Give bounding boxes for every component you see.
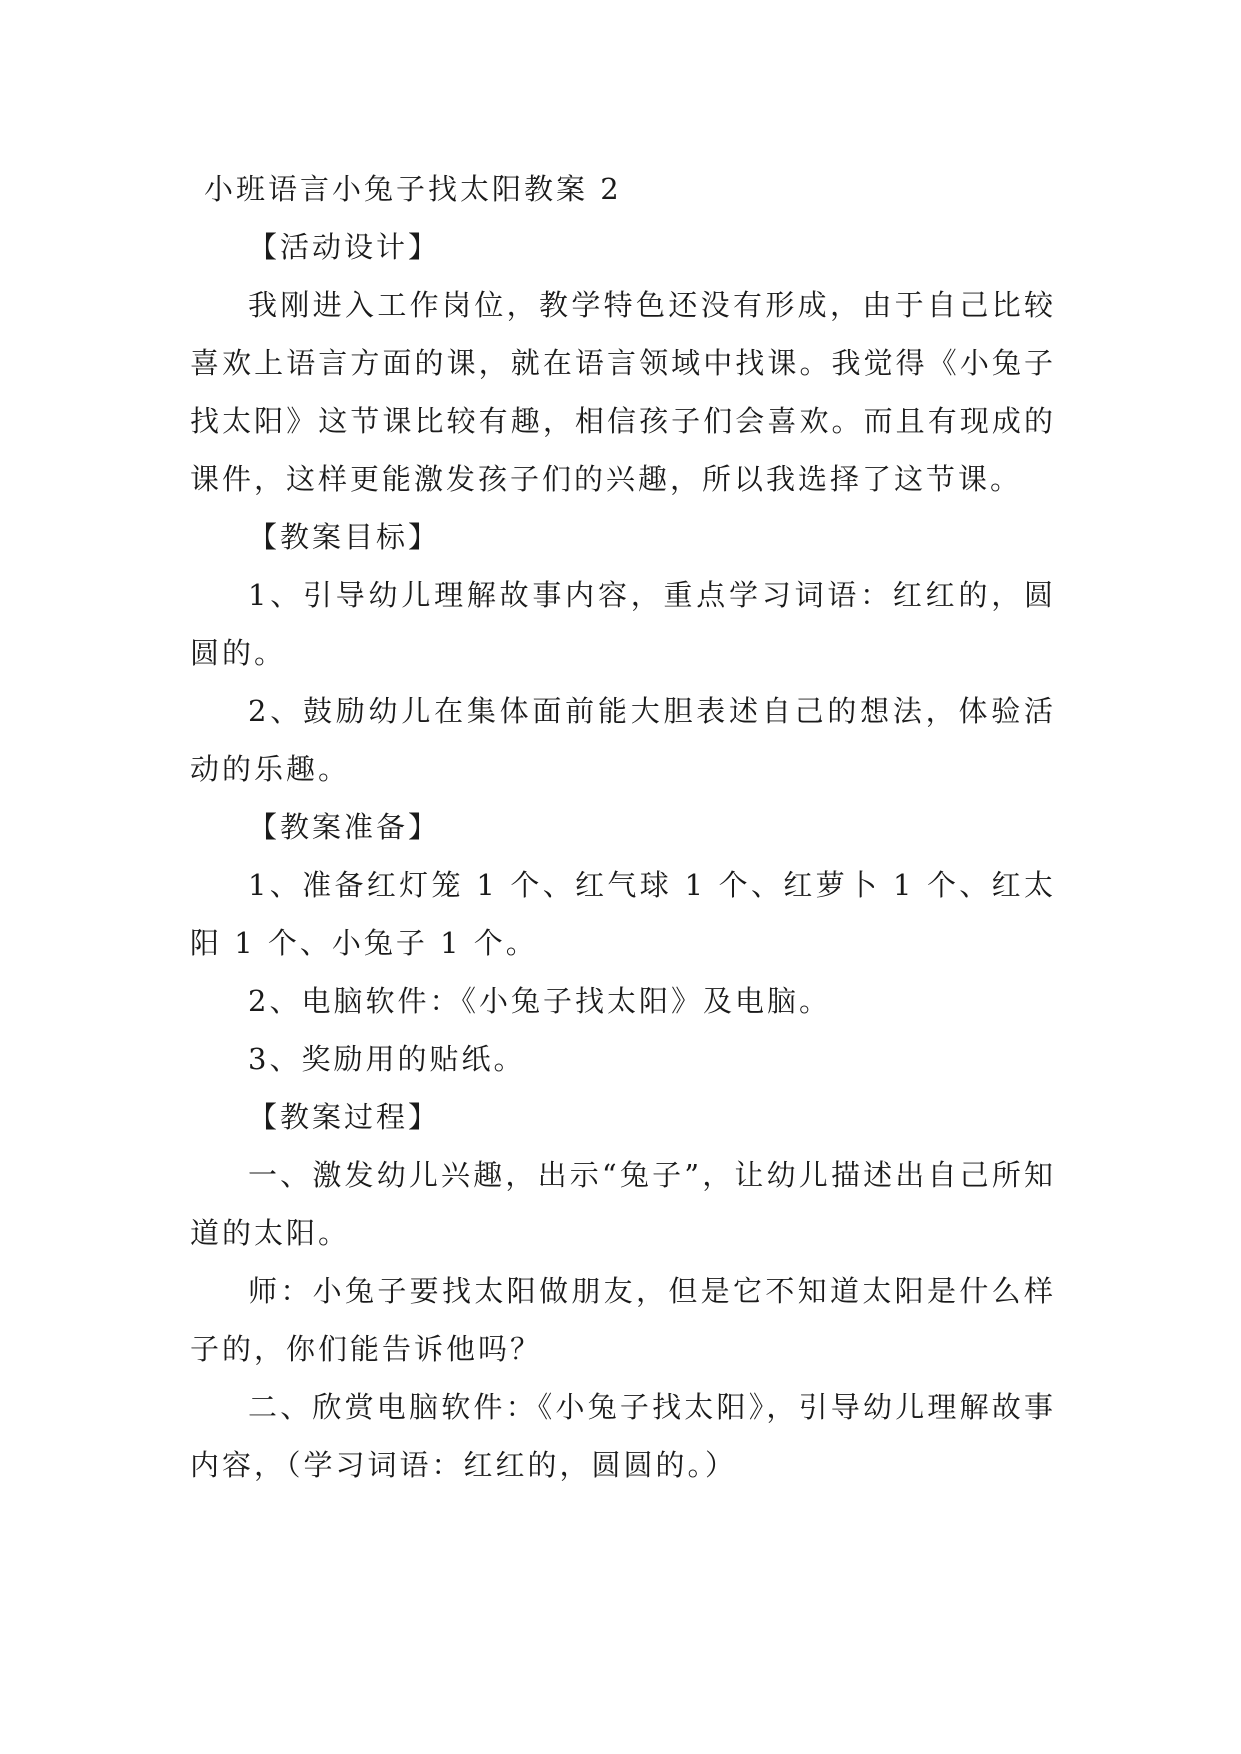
paragraph-process-1: 一、激发幼儿兴趣，出示“兔子”，让幼儿描述出自己所知道的太阳。 xyxy=(190,1158,1056,1250)
paragraph-prep-3: 3、奖励用的贴纸。 xyxy=(248,1042,526,1076)
paragraph-goal-1: 1、引导幼儿理解故事内容，重点学习词语：红红的，圆圆的。 xyxy=(190,578,1056,670)
paragraph-goal-2: 2、鼓励幼儿在集体面前能大胆表述自己的想法，体验活动的乐趣。 xyxy=(190,694,1056,786)
paragraph-teacher-line: 师：小兔子要找太阳做朋友，但是它不知道太阳是什么样子的，你们能告诉他吗？ xyxy=(190,1274,1056,1366)
paragraph-process-2: 二、欣赏电脑软件：《小兔子找太阳》，引导幼儿理解故事内容，（学习词语：红红的，圆圆的。） xyxy=(190,1390,1056,1482)
paragraph-design-rationale: 我刚进入工作岗位，教学特色还没有形成，由于自己比较喜欢上语言方面的课，就在语言领域中找课。我觉得《小兔子找太阳》这节课比较有趣，相信孩子们会喜欢。而且有现成的课件，这样更能激发孩子们的兴趣，所以我选择了这节课。 xyxy=(190,288,1056,496)
paragraph-prep-2: 2、电脑软件：《小兔子找太阳》及电脑。 xyxy=(248,984,831,1018)
document-page xyxy=(190,160,1056,1494)
section-heading-activity-design: 【活动设计】 xyxy=(248,230,441,264)
section-heading-goals: 【教案目标】 xyxy=(248,520,441,554)
document-title: 小班语言小兔子找太阳教案 2 xyxy=(204,172,622,206)
paragraph-prep-1: 1、准备红灯笼 1 个、红气球 1 个、红萝卜 1 个、红太阳 1 个、小兔子 1 个。 xyxy=(190,868,1056,960)
section-heading-preparation: 【教案准备】 xyxy=(248,810,441,844)
section-heading-process: 【教案过程】 xyxy=(248,1100,441,1134)
